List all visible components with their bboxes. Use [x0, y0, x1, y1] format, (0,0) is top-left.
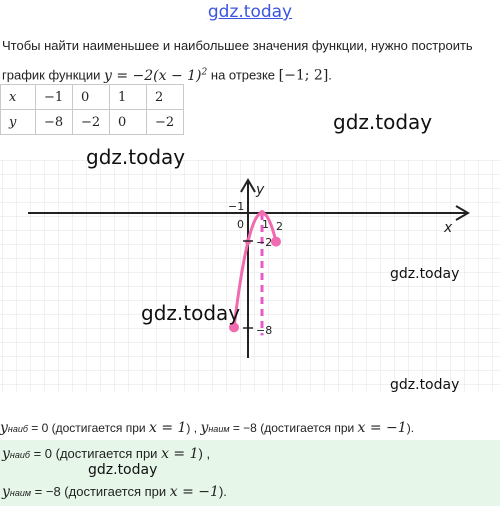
segment-interval [279, 68, 329, 84]
intro-line-1: Чтобы найти наименьшее и наибольшее значения функции, нужно построить [2, 38, 473, 53]
answer-x: x = −1 [357, 420, 407, 436]
watermark: gdz.today [390, 266, 460, 282]
answer-text: ) , [198, 446, 211, 461]
ymin-symbol: y [200, 420, 209, 436]
ymax-symbol: y [2, 446, 10, 462]
answer-x: x = 1 [161, 446, 199, 462]
ymin-symbol: y [2, 484, 10, 500]
answer-box-line-1 [2, 446, 210, 462]
ymax-subscript: наиб [7, 424, 28, 434]
answer-text: = −8 (достигается при [229, 421, 358, 435]
watermark: gdz.today [333, 110, 433, 134]
ymax-subscript: наиб [9, 450, 30, 460]
table-cell: −8 [36, 110, 73, 135]
answer-text: ). [218, 484, 227, 499]
function-formula [104, 68, 207, 84]
tick-label-x-neg1: −1 [228, 200, 245, 213]
watermark: gdz.today [390, 377, 460, 393]
ymin-subscript: наим [208, 424, 230, 434]
table-header-y: y [1, 110, 36, 135]
intro-end: . [328, 67, 332, 83]
table-cell: 0 [110, 110, 147, 135]
table-cell: 1 [110, 85, 147, 110]
answer-x: x = 1 [148, 420, 187, 436]
answer-x: x = −1 [169, 484, 219, 500]
formula-exponent: 2 [201, 67, 208, 77]
answer-text: = −8 (достигается при [31, 484, 170, 499]
ymin-subscript: наим [9, 488, 32, 498]
table-cell: 2 [147, 85, 184, 110]
origin-label: 0 [237, 218, 244, 231]
table-row-x [1, 85, 184, 110]
tick-label-y-neg8: −8 [256, 324, 273, 337]
values-table [0, 84, 184, 135]
watermark: gdz.today [86, 145, 186, 169]
table-cell: −2 [147, 110, 184, 135]
intro-middle: на отрезке [210, 67, 276, 83]
answer-text: = 0 (достигается при [27, 421, 149, 435]
answer-text: ) , [186, 421, 198, 435]
intro-text [2, 32, 498, 90]
intro-prefix: график функции [2, 67, 101, 83]
answer-box [0, 440, 500, 506]
site-logo[interactable]: gdz.today [207, 2, 293, 22]
axis-x-label: x [444, 220, 453, 236]
curve-point [259, 210, 265, 216]
table-header-x: x [1, 85, 36, 110]
segment-text: [−1; 2] [278, 67, 329, 84]
formula-body: y = −2(x − 1) [103, 67, 202, 84]
answer-text: ). [406, 421, 415, 435]
curve-point [271, 237, 281, 247]
axis-y-label: y [256, 182, 265, 198]
watermark: gdz.today [141, 301, 241, 325]
table-row-y [1, 110, 184, 135]
table-cell: 0 [73, 85, 110, 110]
answer-box-line-2 [2, 484, 227, 500]
answer-summary [0, 420, 500, 436]
watermark: gdz.today [88, 462, 158, 478]
tick-label-y-neg2: −2 [256, 236, 273, 249]
tick-label-x-1: 1 [262, 218, 269, 231]
tick-label-x-2: 2 [276, 220, 283, 233]
table-cell: −1 [36, 85, 73, 110]
answer-text: = 0 (достигается при [29, 446, 162, 461]
ymax-symbol: y [0, 420, 8, 436]
table-cell: −2 [73, 110, 110, 135]
